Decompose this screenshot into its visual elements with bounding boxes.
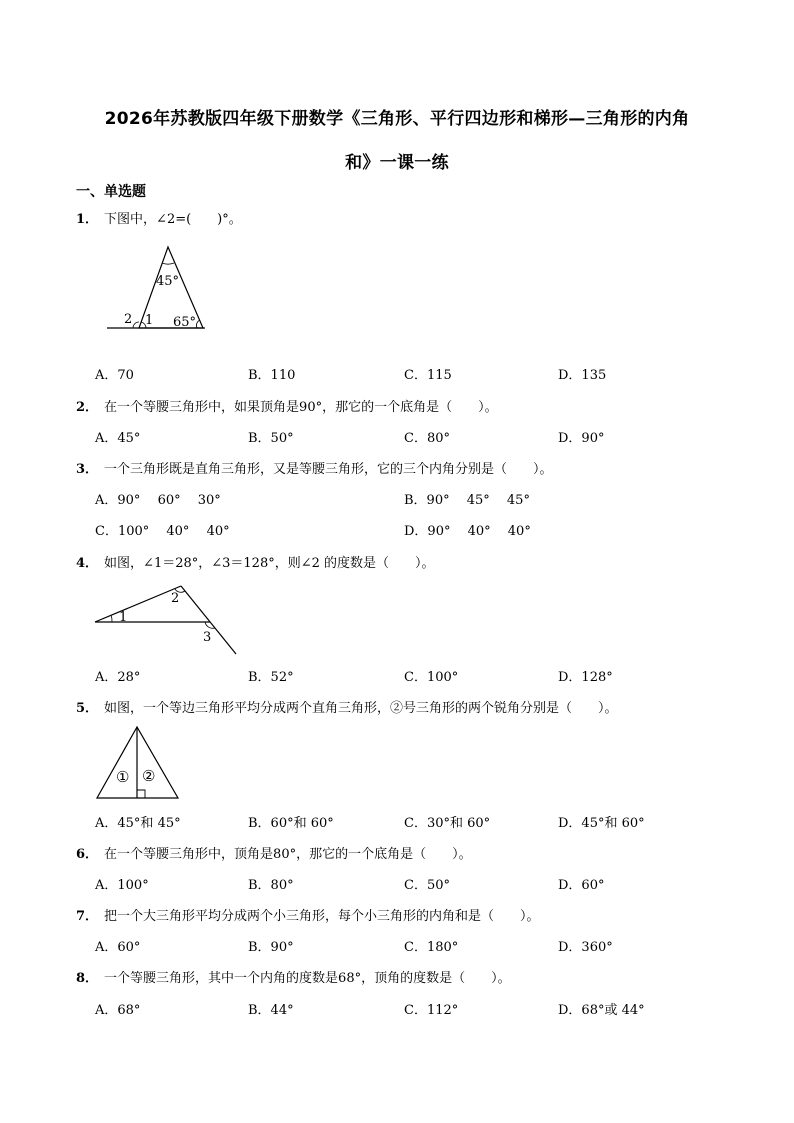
option-b[interactable]: B．110	[248, 368, 296, 383]
option-d[interactable]: D．68°或 44°	[558, 1003, 645, 1018]
option-c[interactable]: C．100° 40° 40°	[95, 524, 230, 539]
option-b[interactable]: B．60°和 60°	[248, 816, 334, 831]
option-c[interactable]: C．100°	[404, 670, 459, 685]
option-a[interactable]: A．70	[95, 368, 134, 383]
option-a[interactable]: A．45°和 45°	[95, 816, 181, 831]
question-stem: 一个等腰三角形，其中一个内角的度数是68°，顶角的度数是（ ）。	[104, 971, 511, 986]
triangle-figure-q1	[105, 240, 215, 335]
option-a[interactable]: A．90° 60° 30°	[95, 493, 221, 508]
question-stem: 在一个等腰三角形中，顶角是80°，那它的一个底角是（ ）。	[104, 847, 472, 862]
option-d[interactable]: D．60°	[558, 878, 605, 893]
angle-2-label: 2	[171, 591, 180, 606]
question-stem: 下图中，∠2=( )°。	[104, 212, 242, 227]
base-angle-label: 65°	[173, 315, 197, 330]
option-c[interactable]: C．112°	[404, 1003, 459, 1018]
option-a[interactable]: A．100°	[95, 878, 149, 893]
triangle-figure-q4	[93, 578, 243, 658]
option-c[interactable]: C．50°	[404, 878, 450, 893]
option-c[interactable]: C．180°	[404, 940, 459, 955]
option-b[interactable]: B．90° 45° 45°	[404, 493, 530, 508]
question-number: 8．	[76, 971, 99, 986]
option-d[interactable]: D．90°	[558, 431, 605, 446]
question-4	[76, 552, 435, 571]
option-d[interactable]: D．128°	[558, 670, 613, 685]
question-stem: 如图，一个等边三角形平均分成两个直角三角形，②号三角形的两个锐角分别是（ ）。	[104, 701, 618, 716]
option-a[interactable]: A．60°	[95, 940, 141, 955]
angle-3-label: 3	[203, 630, 212, 645]
option-b[interactable]: B．52°	[248, 670, 294, 685]
question-7	[76, 905, 540, 924]
option-d[interactable]: D．45°和 60°	[558, 816, 645, 831]
option-d[interactable]: D．135	[558, 368, 607, 383]
question-stem: 一个三角形既是直角三角形，又是等腰三角形，它的三个内角分别是（ ）。	[104, 462, 553, 477]
option-d[interactable]: D．360°	[558, 940, 613, 955]
question-number: 7．	[76, 909, 99, 924]
question-number: 5．	[76, 701, 99, 716]
question-number: 1．	[76, 212, 99, 227]
option-b[interactable]: B．50°	[248, 431, 294, 446]
angle-1-label: 1	[119, 610, 128, 625]
question-number: 4．	[76, 556, 99, 571]
question-6	[76, 843, 472, 862]
question-stem: 把一个大三角形平均分成两个小三角形，每个小三角形的内角和是（ ）。	[104, 909, 540, 924]
option-a[interactable]: A．68°	[95, 1003, 141, 1018]
question-stem: 在一个等腰三角形中，如果顶角是90°，那它的一个底角是（ ）。	[104, 400, 498, 415]
option-d[interactable]: D．90° 40° 40°	[404, 524, 531, 539]
triangle-1-label: ①	[116, 768, 130, 786]
triangle-2-label: ②	[142, 767, 156, 785]
document-title-line-1: 2026年苏教版四年级下册数学《三角形、平行四边形和梯形—三角形的内角	[104, 109, 690, 129]
option-c[interactable]: C．30°和 60°	[404, 816, 491, 831]
question-number: 6．	[76, 847, 99, 862]
angle-2-label: 2	[124, 312, 133, 327]
equilateral-triangle-figure-q5	[95, 724, 185, 802]
angle-1-label: 1	[145, 313, 154, 328]
question-8	[76, 967, 511, 986]
question-2	[76, 396, 498, 415]
document-title-line-2: 和》一课一练	[345, 153, 449, 173]
question-stem: 如图，∠1＝28°，∠3＝128°，则∠2 的度数是（ ）。	[104, 556, 435, 571]
apex-angle-label: 45°	[156, 274, 180, 289]
question-number: 3．	[76, 462, 99, 477]
option-b[interactable]: B．44°	[248, 1003, 294, 1018]
option-a[interactable]: A．45°	[95, 431, 141, 446]
question-1	[76, 208, 242, 227]
question-3	[76, 458, 553, 477]
option-c[interactable]: C．115	[404, 368, 452, 383]
option-c[interactable]: C．80°	[404, 431, 450, 446]
question-5	[76, 697, 618, 716]
option-b[interactable]: B．90°	[248, 940, 294, 955]
question-number: 2．	[76, 400, 99, 415]
option-b[interactable]: B．80°	[248, 878, 294, 893]
section-heading-single-choice: 一、单选题	[76, 184, 146, 200]
option-a[interactable]: A．28°	[95, 670, 141, 685]
